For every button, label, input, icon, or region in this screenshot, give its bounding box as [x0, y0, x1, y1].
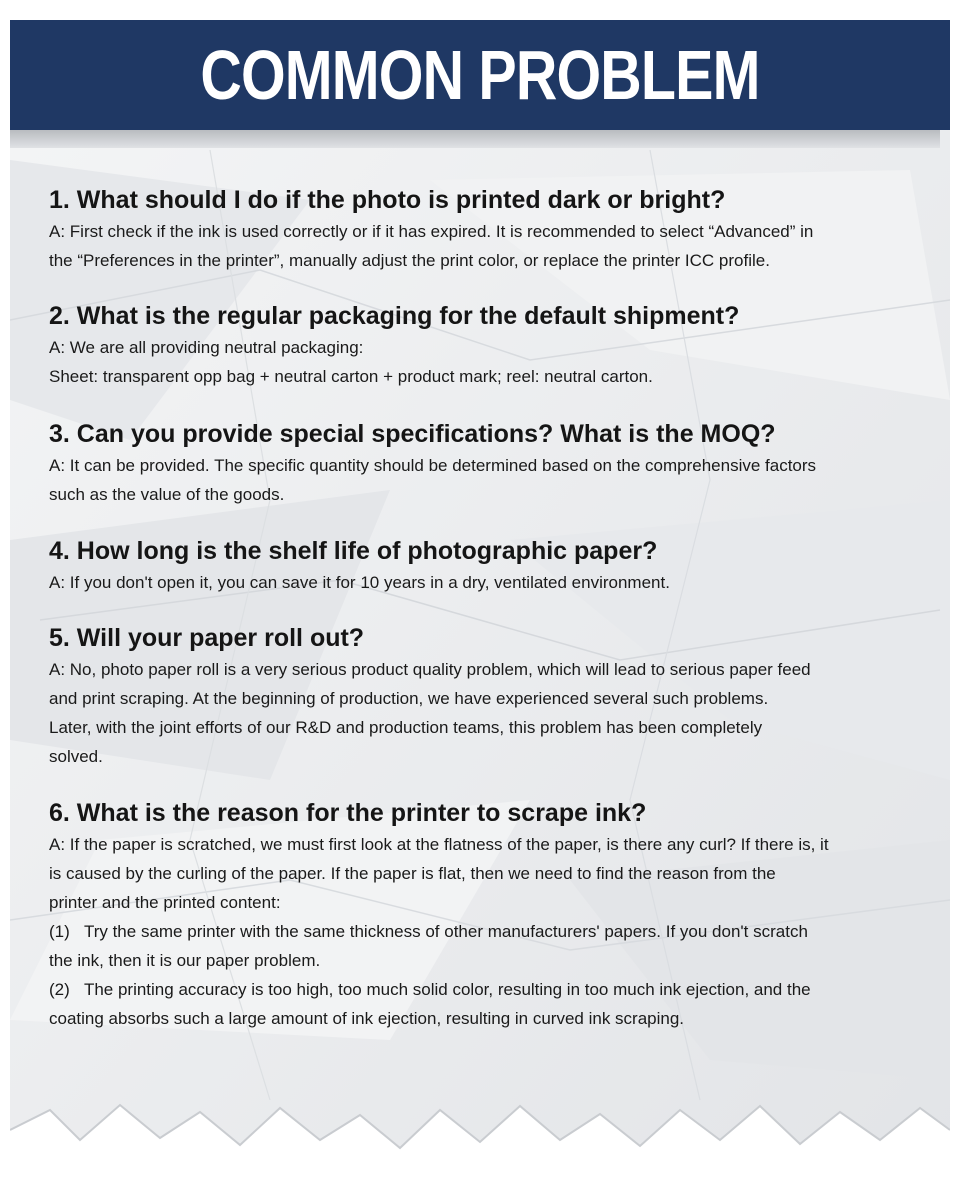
faq-answer-line: Sheet: transparent opp bag + neutral carton + product mark; reel: neutral carton. [49, 367, 653, 386]
faq-answer-line: A: We are all providing neutral packaging: [49, 338, 364, 357]
faq-item-5 [49, 621, 939, 771]
crumpled-paper-background [10, 20, 950, 1202]
faq-item-2 [49, 299, 939, 391]
header-shadow [10, 130, 940, 148]
faq-answer-line: is caused by the curling of the paper. If the paper is flat, then we need to find the reason from the [49, 864, 776, 883]
faq-item-6 [49, 796, 939, 1033]
faq-answer-line: such as the value of the goods. [49, 485, 285, 504]
faq-question: 3. Can you provide special specifications? What is the MOQ? [49, 420, 776, 448]
faq-answer-line: A: If you don't open it, you can save it for 10 years in a dry, ventilated environment. [49, 573, 670, 592]
faq-question: 4. How long is the shelf life of photographic paper? [49, 537, 658, 565]
faq-answer-line: Later, with the joint efforts of our R&D and production teams, this problem has been completely [49, 718, 763, 737]
faq-answer-line: the “Preferences in the printer”, manually adjust the print color, or replace the printer ICC profile. [49, 251, 770, 270]
faq-answer-line: printer and the printed content: [49, 893, 281, 912]
faq-item-1 [49, 183, 939, 275]
faq-answer-line: (1) Try the same printer with the same thickness of other manufacturers' papers. If you don't scratch [49, 922, 808, 941]
faq-question: 1. What should I do if the photo is printed dark or bright? [49, 186, 726, 214]
faq-answer-line: A: First check if the ink is used correctly or if it has expired. It is recommended to select “Advanced” in [49, 222, 814, 241]
faq-question: 2. What is the regular packaging for the default shipment? [49, 302, 740, 330]
faq-question: 6. What is the reason for the printer to scrape ink? [49, 799, 647, 827]
faq-answer-line: coating absorbs such a large amount of ink ejection, resulting in curved ink scraping. [49, 1009, 685, 1028]
faq-item-4 [49, 534, 939, 597]
page-title: COMMON PROBLEM [200, 36, 760, 114]
faq-answer-line: and print scraping. At the beginning of production, we have experienced several such problems. [49, 689, 769, 708]
faq-answer-line: the ink, then it is our paper problem. [49, 951, 321, 970]
faq-answer-line: (2) The printing accuracy is too high, too much solid color, resulting in too much ink ejection, and the [49, 980, 811, 999]
faq-answer-line: solved. [49, 747, 103, 766]
faq-answer-line: A: If the paper is scratched, we must first look at the flatness of the paper, is there any curl? If there is, it [49, 835, 829, 854]
faq-question: 5. Will your paper roll out? [49, 624, 365, 652]
faq-answer-line: A: No, photo paper roll is a very serious product quality problem, which will lead to serious paper feed [49, 660, 811, 679]
faq-answer-line: A: It can be provided. The specific quantity should be determined based on the comprehensive factors [49, 456, 817, 475]
torn-paper-edge [10, 1100, 950, 1202]
faq-item-3 [49, 417, 939, 509]
